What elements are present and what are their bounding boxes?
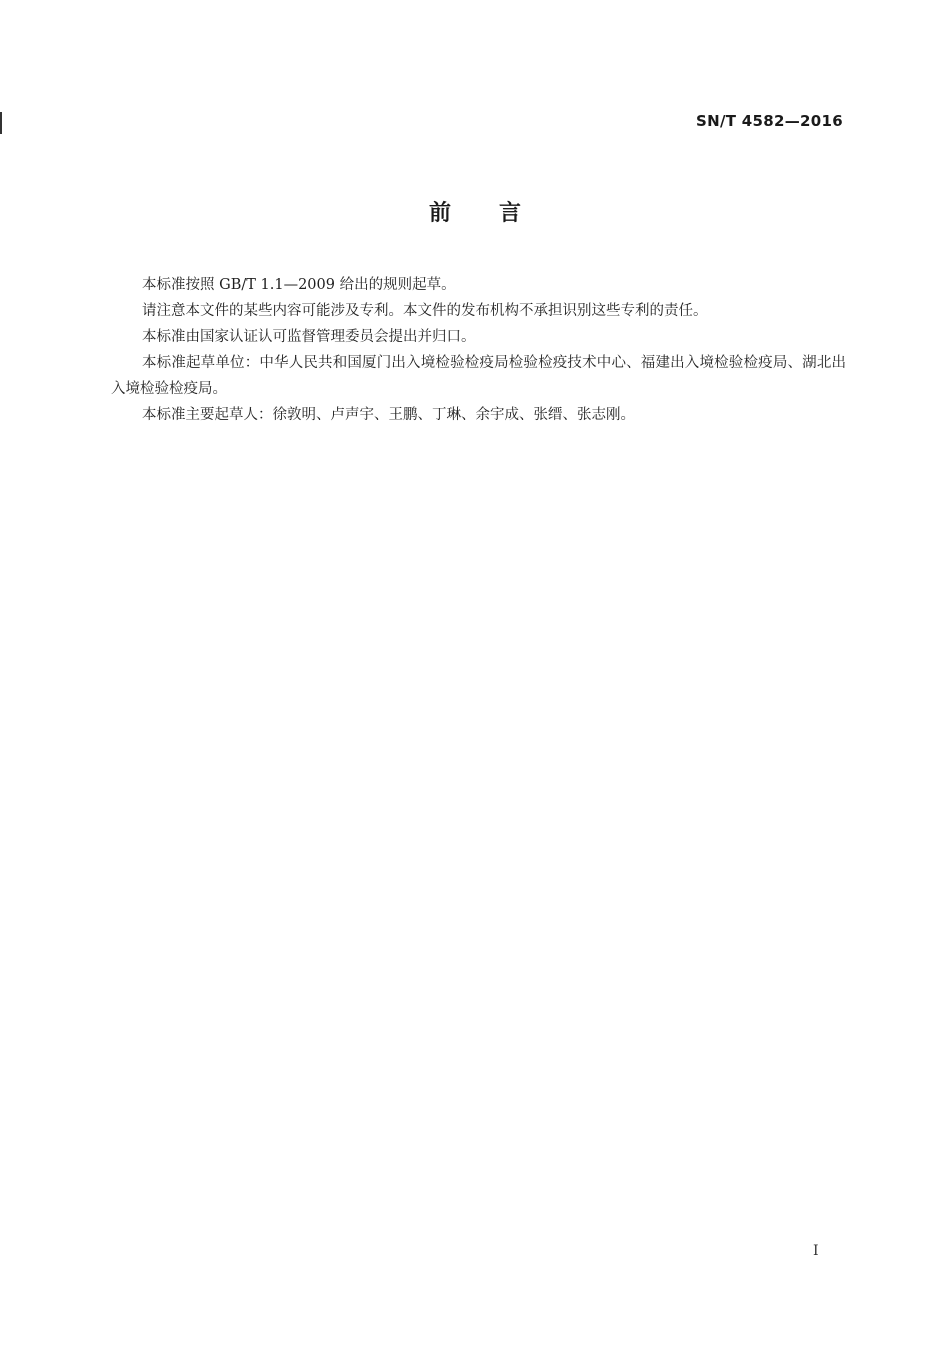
- paragraph-patent-notice: 请注意本文件的某些内容可能涉及专利。本文件的发布机构不承担识别这些专利的责任。: [142, 303, 708, 319]
- paragraph-drafting-rules: 本标准按照 GB/T 1.1—2009 给出的规则起草。: [142, 277, 456, 293]
- paragraph-proposer: 本标准由国家认证认可监督管理委员会提出并归口。: [142, 329, 476, 345]
- paragraph-drafters: 本标准主要起草人：徐敦明、卢声宇、王鹏、丁琳、余宇成、张缙、张志刚。: [142, 407, 635, 423]
- foreword-body: [111, 272, 846, 428]
- paragraph-drafting-units: 本标准起草单位：中华人民共和国厦门出入境检验检疫局检验检疫技术中心、福建出入境检验检疫局、湖北出入境检验检疫局。: [111, 355, 846, 397]
- standard-number: SN/T 4582—2016: [696, 112, 843, 130]
- page-number: I: [813, 1243, 819, 1259]
- scan-edge-mark: [0, 112, 2, 134]
- page-title: 前言: [428, 201, 569, 226]
